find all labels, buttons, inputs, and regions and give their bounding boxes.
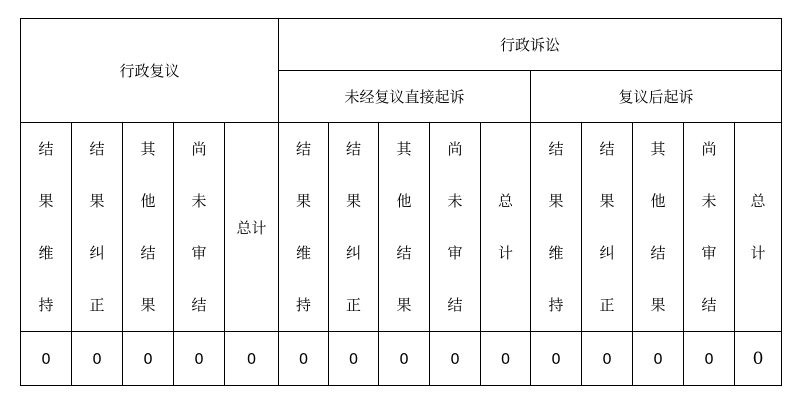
- after-corrected-header: 结果纠正: [582, 123, 633, 332]
- value-cell: 0: [225, 332, 279, 386]
- value-cell: 0: [430, 332, 481, 386]
- value-cell: 0: [329, 332, 379, 386]
- review-other-header: 其他结果: [123, 123, 174, 332]
- value-cell: 0: [684, 332, 735, 386]
- after-other-header: 其他结果: [633, 123, 684, 332]
- value-cell: 0: [72, 332, 123, 386]
- header-admin-review: 行政复议: [21, 19, 279, 123]
- direct-corrected-header: 结果纠正: [329, 123, 379, 332]
- statistics-table: [20, 18, 782, 386]
- after-upheld-header: 结果维持: [531, 123, 582, 332]
- value-cell: 0: [21, 332, 72, 386]
- header-after-review-suit: 复议后起诉: [531, 71, 782, 123]
- value-cell: 0: [279, 332, 329, 386]
- after-pending-header: 尚未审结: [684, 123, 735, 332]
- after-total-header: 总计: [735, 123, 782, 332]
- direct-pending-header: 尚未审结: [430, 123, 481, 332]
- direct-other-header: 其他结果: [379, 123, 430, 332]
- value-cell: 0: [481, 332, 531, 386]
- value-cell: 0: [123, 332, 174, 386]
- value-cell: 0: [735, 332, 782, 386]
- review-total-header: 总计: [225, 123, 279, 332]
- value-cell: 0: [531, 332, 582, 386]
- review-upheld-header: 结果维持: [21, 123, 72, 332]
- review-pending-header: 尚未审结: [174, 123, 225, 332]
- direct-upheld-header: 结果维持: [279, 123, 329, 332]
- review-corrected-header: 结果纠正: [72, 123, 123, 332]
- header-admin-litigation: 行政诉讼: [279, 19, 782, 71]
- value-cell: 0: [174, 332, 225, 386]
- header-direct-suit: 未经复议直接起诉: [279, 71, 531, 123]
- direct-total-header: 总计: [481, 123, 531, 332]
- value-cell: 0: [633, 332, 684, 386]
- value-cell: 0: [582, 332, 633, 386]
- value-cell: 0: [379, 332, 430, 386]
